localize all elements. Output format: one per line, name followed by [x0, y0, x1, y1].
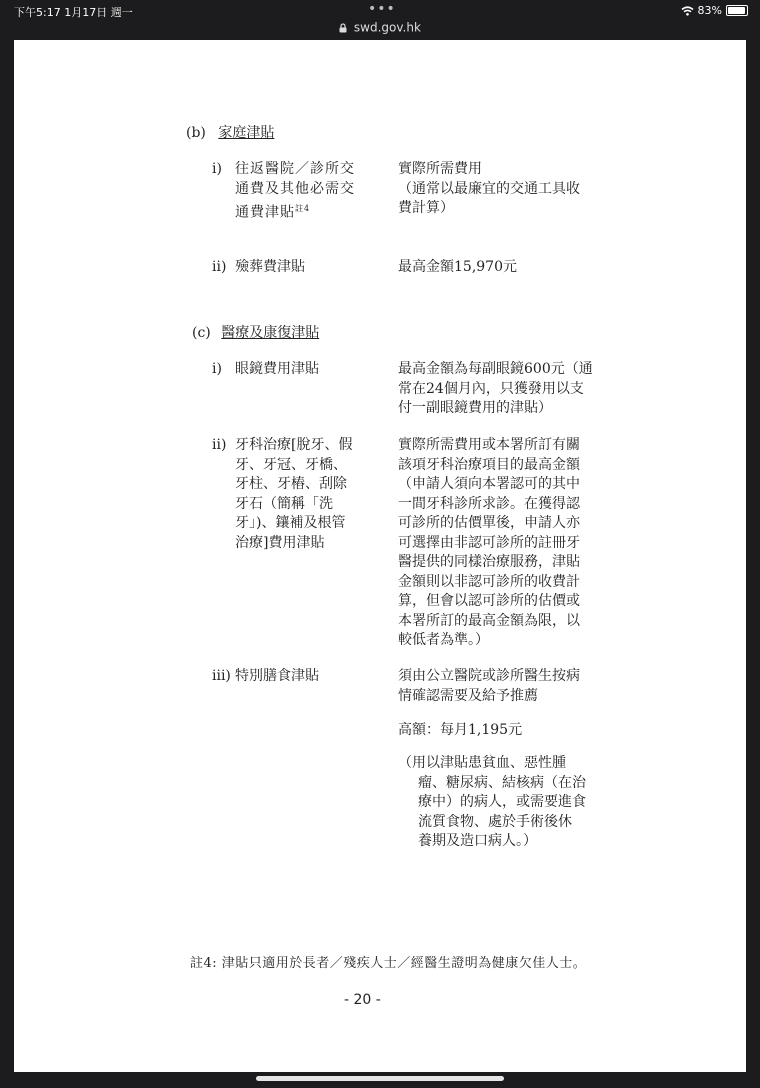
- item-b-i-value-line: 費計算）: [398, 200, 454, 216]
- wifi-icon: [681, 6, 694, 16]
- item-c-ii-line: 牙」)、鑲補及根管: [235, 515, 346, 531]
- section-c-title: 醫療及康復津貼: [221, 325, 320, 341]
- item-b-i-title: [235, 160, 355, 223]
- item-b-i-value-line: 實際所需費用: [398, 161, 482, 177]
- item-c-ii-line: 治療]費用津貼: [235, 534, 325, 551]
- status-time: 下午5:17 1月17日 週一: [14, 6, 133, 19]
- item-c-iii-title: 特別膳食津貼: [235, 668, 319, 684]
- item-c-iii-note-line: 療中）的病人，或需要進食: [418, 794, 586, 810]
- lock-icon: [339, 23, 347, 33]
- item-c-ii-title: [235, 436, 352, 553]
- section-c-heading: [192, 322, 319, 342]
- item-b-i-line: 通費津貼: [235, 204, 295, 221]
- item-c-iii-value-line: 情確認需要及給予推薦: [398, 687, 538, 704]
- item-c-i-value: [398, 360, 593, 419]
- footnote-ref: 註4: [295, 204, 311, 213]
- item-c-iii-note: [398, 754, 586, 852]
- battery-percent: 83%: [697, 4, 722, 17]
- item-c-ii-value-line: 實際所需費用或本署所訂有關: [398, 437, 580, 453]
- item-c-ii-num: ii): [212, 437, 227, 453]
- home-indicator[interactable]: [256, 1076, 504, 1081]
- item-c-ii-value-line: 金額則以非認可診所的收費計: [398, 573, 580, 590]
- battery-fill: [728, 7, 745, 14]
- item-c-i-num: i): [212, 361, 222, 377]
- section-b-heading: [186, 122, 274, 142]
- item-b-ii-title: 殮葬費津貼: [235, 259, 305, 275]
- item-b-i-value: [398, 160, 580, 219]
- item-c-iii-note-line: （用以津貼患貧血、惡性腫: [398, 755, 566, 771]
- item-c-iii-rate: 高額：每月1,195元: [398, 722, 523, 738]
- section-b-title: 家庭津貼: [218, 125, 275, 141]
- item-c-ii-value-line: 算，但會以認可診所的估價或: [398, 593, 580, 609]
- item-b-ii-num: ii): [212, 259, 227, 275]
- item-c-iii-note-line: 流質食物、處於手術後休: [418, 813, 572, 830]
- item-c-ii-line: 牙、牙冠、牙橋、: [235, 456, 347, 473]
- address-bar[interactable]: [0, 20, 760, 40]
- item-c-i-title: 眼鏡費用津貼: [235, 361, 319, 377]
- status-right: [681, 4, 748, 17]
- item-b-i-num: i): [212, 161, 222, 177]
- item-c-ii-value-line: 較低者為準。）: [398, 632, 489, 648]
- item-c-iii-num: iii): [212, 668, 231, 684]
- item-c-iii-note-line: 養期及造口病人。）: [418, 833, 537, 849]
- item-c-ii-line: 牙柱、牙樁、刮除: [235, 476, 347, 492]
- item-c-iii-note-line: 瘤、糖尿病、結核病（在治: [418, 774, 586, 791]
- more-dots-icon[interactable]: •••: [368, 1, 396, 17]
- item-c-iii-value-line: 須由公立醫院或診所醫生按病: [398, 668, 580, 684]
- item-c-i-value-line: 付一副眼鏡費用的津貼）: [398, 400, 552, 416]
- item-c-ii-value-line: 本署所訂的最高金額為限，以: [398, 612, 580, 629]
- url-text: swd.gov.hk: [353, 20, 421, 35]
- item-b-i-line: 通費及其他必需交: [235, 180, 355, 197]
- item-c-iii-value: [398, 667, 580, 706]
- item-c-ii-value-line: 一間牙科診所求診。在獲得認: [398, 495, 580, 512]
- item-c-i-value-line: 常在24個月內，只獲發用以支: [398, 380, 584, 397]
- item-c-ii-value-line: 該項牙科治療項目的最高金額: [398, 456, 580, 473]
- section-c-label: (c): [192, 325, 211, 341]
- item-c-ii-value-line: 可診所的估價單後，申請人亦: [398, 515, 580, 531]
- item-b-i-value-line: （通常以最廉宜的交通工具收: [398, 180, 580, 197]
- item-c-ii-value-line: 可選擇由非認可診所的註冊牙: [398, 534, 580, 551]
- item-c-ii-value: [398, 436, 580, 651]
- item-c-ii-line: 牙石（簡稱「洗: [235, 495, 333, 512]
- footnote: 註4: 津貼只適用於長者／殘疾人士／經醫生證明為健康欠佳人士。: [190, 956, 587, 971]
- status-bar: [0, 0, 760, 20]
- item-c-i-value-line: 最高金額為每副眼鏡600元（通: [398, 361, 593, 377]
- pdf-page: [14, 40, 746, 1072]
- page-number: - 20 -: [344, 992, 381, 1008]
- battery-icon: [726, 5, 748, 16]
- item-c-ii-value-line: （申請人須向本署認可的其中: [398, 476, 580, 492]
- item-b-ii-value: 最高金額15,970元: [398, 259, 517, 275]
- item-b-i-line: 往返醫院／診所交: [235, 161, 355, 177]
- item-c-ii-value-line: 醫提供的同樣治療服務，津貼: [398, 554, 580, 570]
- section-b-label: (b): [186, 125, 206, 141]
- item-c-ii-line: 牙科治療[脫牙、假: [235, 437, 353, 453]
